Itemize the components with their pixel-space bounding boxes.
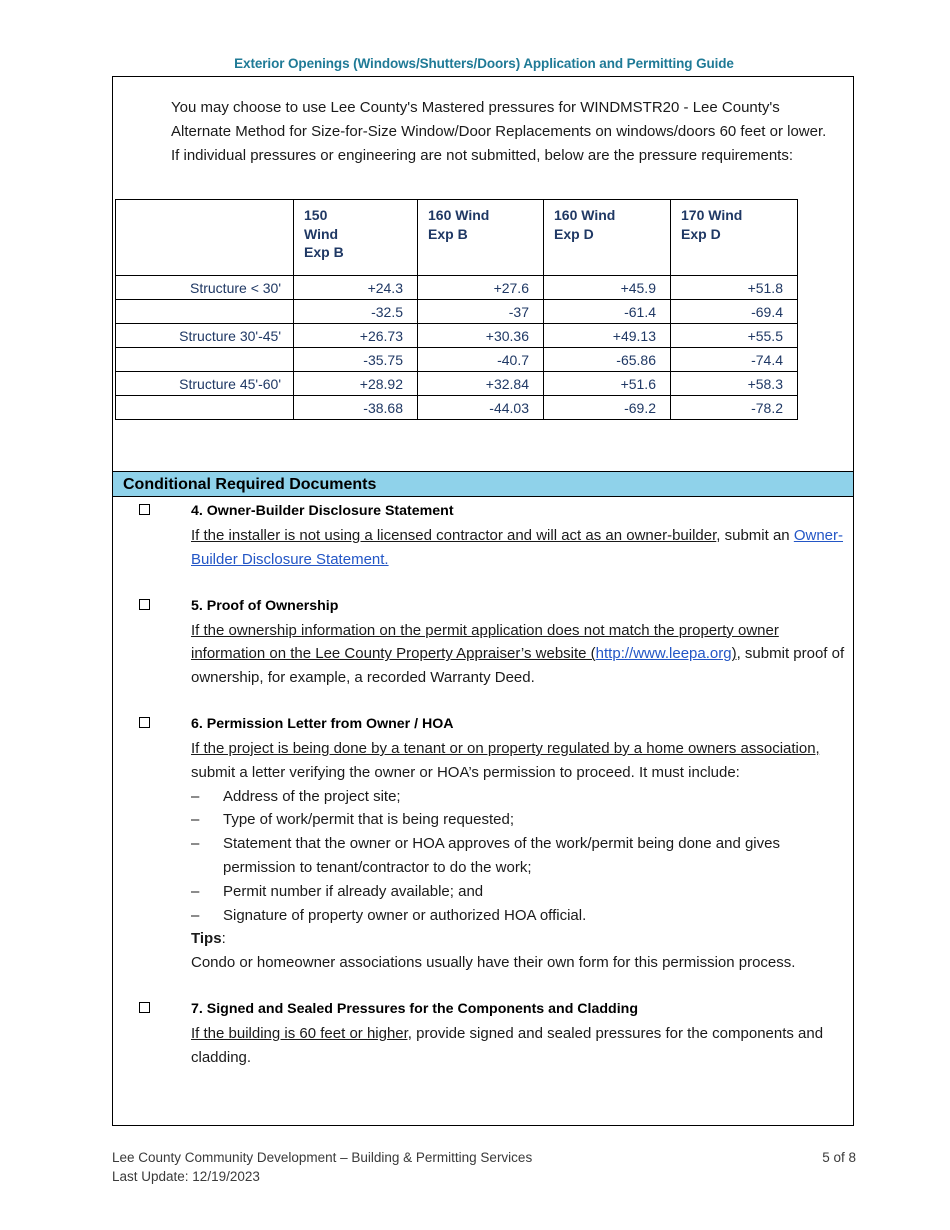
column-header-160-wind-exp-b xyxy=(418,200,544,276)
dash-bullet-icon: – xyxy=(191,811,200,829)
list-item xyxy=(191,832,856,880)
cell-value: +27.6 xyxy=(418,276,544,300)
item-6-rest: submit a letter verifying the owner or HOA’s permission to proceed. It must include: xyxy=(191,763,740,781)
leepa-website-link[interactable]: http://www.leepa.org xyxy=(595,645,732,663)
column-header-150-wind-exp-b xyxy=(294,200,418,276)
cell-value: +32.84 xyxy=(418,372,544,396)
row-label-structure-30-45: Structure 30'-45' xyxy=(116,324,294,348)
row-label-empty xyxy=(116,348,294,372)
dash-bullet-icon: – xyxy=(191,906,200,924)
checkbox-icon-item-5[interactable] xyxy=(139,599,150,610)
running-header-title: Exterior Openings (Windows/Shutters/Doors) Application and Permitting Guide xyxy=(234,56,734,71)
checkbox-icon-item-4[interactable] xyxy=(139,504,150,515)
item-7-condition: If the building is 60 feet or higher, xyxy=(191,1024,412,1042)
col-head-line3: Exp B xyxy=(304,244,344,260)
cell-value: -78.2 xyxy=(671,396,798,420)
column-header-170-wind-exp-d xyxy=(671,200,798,276)
checklist-item-7-title: 7. Signed and Sealed Pressures for the Components and Cladding xyxy=(191,1000,638,1017)
checklist-item-5-body xyxy=(191,616,856,690)
table-row xyxy=(116,372,798,396)
cell-value: -35.75 xyxy=(294,348,418,372)
cell-value: -61.4 xyxy=(544,300,671,324)
cell-value: -38.68 xyxy=(294,396,418,420)
checkbox-icon-item-7[interactable] xyxy=(139,1002,150,1013)
dash-bullet-icon: – xyxy=(191,787,200,805)
spacer xyxy=(113,975,853,999)
list-item xyxy=(191,808,856,832)
owner-builder-disclosure-statement-link[interactable]: Owner-Builder Disclosure Statement. xyxy=(191,527,844,568)
item-6-tips-label-line xyxy=(191,927,856,951)
dash-bullet-icon: – xyxy=(191,882,200,900)
cell-value: +45.9 xyxy=(544,276,671,300)
table-row xyxy=(116,300,798,324)
page-footer xyxy=(112,1148,856,1186)
row-label-empty xyxy=(116,396,294,420)
table-row xyxy=(116,396,798,420)
cell-value: -37 xyxy=(418,300,544,324)
cell-value: +28.92 xyxy=(294,372,418,396)
checklist-item-6-title: 6. Permission Letter from Owner / HOA xyxy=(191,715,454,732)
checklist-item-4 xyxy=(113,501,853,572)
col-head-line1: 160 Wind xyxy=(428,207,490,223)
checklist-item-4-body xyxy=(191,521,856,572)
pressure-table-header-row xyxy=(116,200,798,276)
item-7-rest: provide signed and sealed pressures for the components and cladding. xyxy=(191,1024,824,1066)
col-head-line2: Exp D xyxy=(681,225,721,242)
row-label-empty xyxy=(116,300,294,324)
list-item-text: Signature of property owner or authorized HOA official. xyxy=(223,906,587,924)
cell-value: +49.13 xyxy=(544,324,671,348)
dash-bullet-icon: – xyxy=(191,835,200,853)
checklist-item-6 xyxy=(113,714,853,975)
col-head-line2: Exp B xyxy=(428,225,468,242)
intro-paragraph: You may choose to use Lee County's Mastered pressures for WINDMSTR20 - Lee County's Alternate Method for Size-for-Size Window/Door Replacements on windows/doors 60 feet or lower. If individual pressures or engineering are not submitted, below are the pressure requirements: xyxy=(171,99,827,164)
footer-organization: Lee County Community Development – Building & Permitting Services xyxy=(112,1150,533,1165)
item-4-rest: , submit an xyxy=(716,527,794,544)
col-head-line1: 170 Wind xyxy=(681,207,743,223)
item-4-condition: If the installer is not using a licensed contractor and will act as an owner-builder xyxy=(191,527,717,544)
cell-value: +58.3 xyxy=(671,372,798,396)
list-item xyxy=(191,904,856,928)
tips-colon: : xyxy=(221,930,226,948)
col-head-line1: 160 Wind xyxy=(554,207,616,223)
cell-value: -74.4 xyxy=(671,348,798,372)
cell-value: -69.2 xyxy=(544,396,671,420)
list-item xyxy=(191,880,856,904)
item-6-condition: If the project is being done by a tenant or on property regulated by a home owners association, xyxy=(191,739,820,757)
checklist-item-7 xyxy=(113,999,853,1070)
col-head-line2: Wind xyxy=(304,225,339,242)
row-label-structure-under-30: Structure < 30' xyxy=(116,276,294,300)
cell-value: +51.8 xyxy=(671,276,798,300)
cell-value: -40.7 xyxy=(418,348,544,372)
table-row xyxy=(116,276,798,300)
item-6-tips-text: Condo or homeowner associations usually have their own form for this permission process. xyxy=(191,954,796,972)
checklist-item-5 xyxy=(113,596,853,690)
conditional-documents-checklist xyxy=(113,501,853,1070)
list-item-text: Type of work/permit that is being requested; xyxy=(223,811,514,829)
cell-value: +30.36 xyxy=(418,324,544,348)
checklist-item-7-body xyxy=(191,1019,856,1070)
table-row xyxy=(116,348,798,372)
item-5-condition-b: ) xyxy=(731,645,737,663)
checklist-item-5-title: 5. Proof of Ownership xyxy=(191,597,339,614)
checklist-item-4-title: 4. Owner-Builder Disclosure Statement xyxy=(191,503,454,519)
cell-value: -44.03 xyxy=(418,396,544,420)
pressure-table-container xyxy=(115,199,797,420)
spacer xyxy=(113,572,853,596)
cell-value: +24.3 xyxy=(294,276,418,300)
pressure-table xyxy=(115,199,798,420)
cell-value: -65.86 xyxy=(544,348,671,372)
page-content-frame xyxy=(112,76,854,1126)
list-item-text: Address of the project site; xyxy=(223,787,401,805)
item-5-condition-a: If the ownership information on the permit application does not match the property owner information on the Lee County Property Appraiser’s website ( xyxy=(191,621,779,663)
column-header-160-wind-exp-d xyxy=(544,200,671,276)
footer-top-row xyxy=(112,1148,856,1167)
list-item xyxy=(191,785,856,809)
cell-value: +26.73 xyxy=(294,324,418,348)
spacer xyxy=(113,690,853,714)
checkbox-icon-item-6[interactable] xyxy=(139,717,150,728)
tips-label: Tips xyxy=(191,930,222,948)
col-head-line1: 150 xyxy=(304,207,328,223)
list-item-text: Permit number if already available; and xyxy=(223,882,484,900)
cell-value: -32.5 xyxy=(294,300,418,324)
table-corner-cell xyxy=(116,200,294,276)
cell-value: +51.6 xyxy=(544,372,671,396)
list-item-text: Statement that the owner or HOA approves of the work/permit being done and gives permission to tenant/contractor to do the work; xyxy=(223,835,780,876)
col-head-line2: Exp D xyxy=(554,225,594,242)
section-banner-conditional-required-documents: Conditional Required Documents xyxy=(113,471,853,497)
cell-value: -69.4 xyxy=(671,300,798,324)
item-5-rest: , submit proof of ownership, for example, a recorded Warranty Deed. xyxy=(191,645,845,687)
table-row xyxy=(116,324,798,348)
footer-last-update: Last Update: 12/19/2023 xyxy=(112,1169,260,1184)
row-label-structure-45-60: Structure 45'-60' xyxy=(116,372,294,396)
footer-page-number: 5 of 8 xyxy=(822,1150,856,1165)
cell-value: +55.5 xyxy=(671,324,798,348)
item-6-bullet-list xyxy=(191,785,856,928)
checklist-item-6-body xyxy=(191,734,856,785)
